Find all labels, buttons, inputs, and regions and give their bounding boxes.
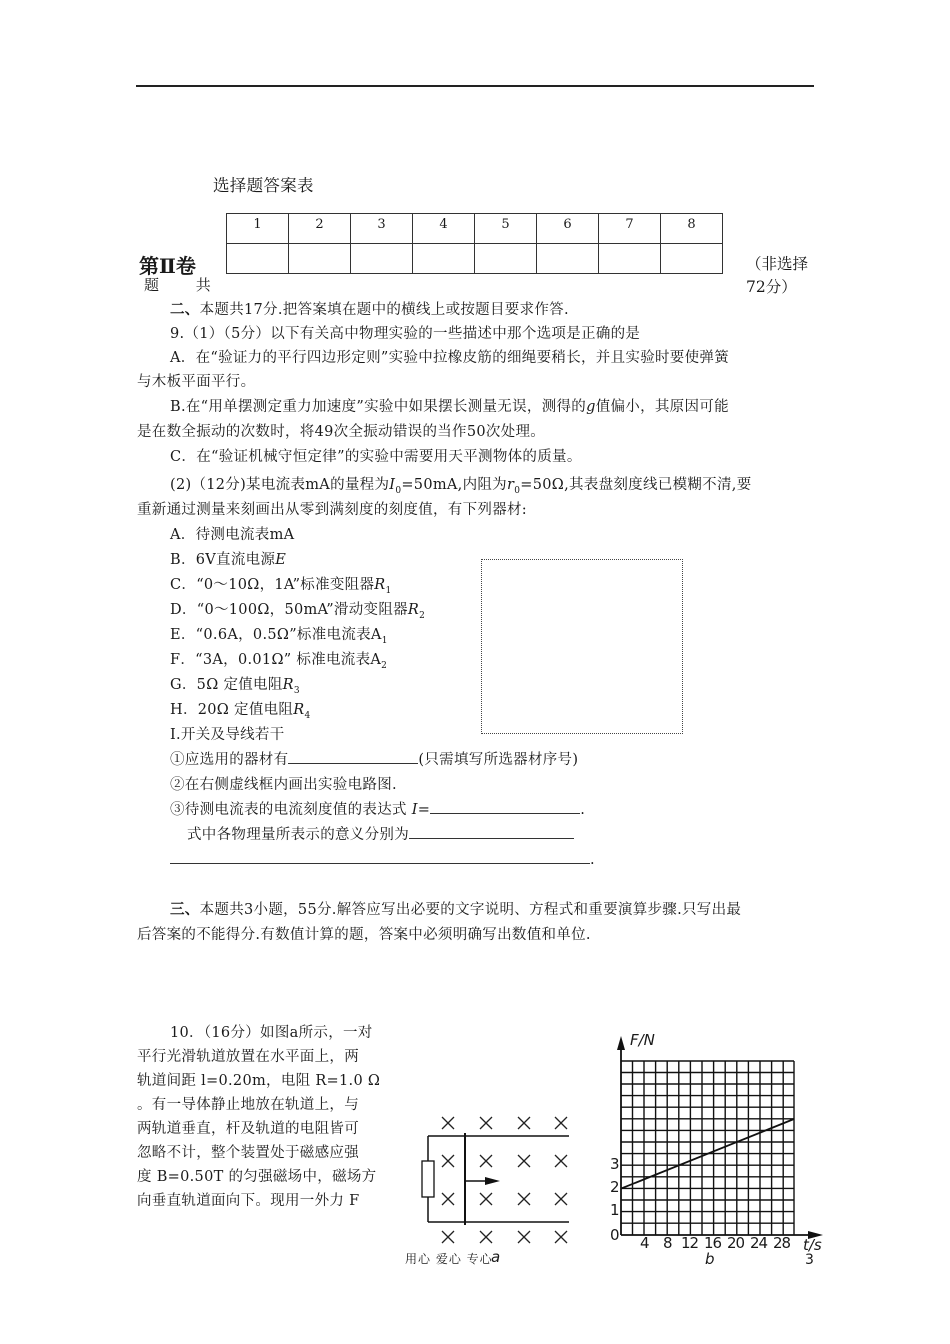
equipment-text: G．5Ω 定值电阻	[170, 677, 283, 693]
q10-line-1: 10．（16分）如图a所示，一对	[170, 1025, 373, 1041]
q9-option-c: C．在“验证机械守恒定律”的实验中需要用天平测物体的质量。	[170, 449, 582, 465]
y-label-text: F/N	[630, 1031, 655, 1049]
equipment-sub: 1	[381, 635, 388, 646]
chart-y-label	[630, 1031, 655, 1049]
answer-col-6: 6	[537, 214, 599, 244]
answer-cell-4[interactable]	[413, 244, 475, 274]
r0-subscript: 0	[514, 485, 521, 496]
g-variable: g	[586, 399, 596, 415]
task1-note: (只需填写所选器材序号)	[418, 752, 579, 768]
q9-option-a-line2: 与木板平面平行。	[137, 374, 256, 390]
section2-heading	[170, 298, 569, 322]
equals-sign: =	[417, 802, 431, 818]
answer-col-3: 3	[351, 214, 413, 244]
y-tick-0: 0	[610, 1226, 620, 1244]
answer-table-answer-row	[227, 244, 723, 274]
meaning-period: .	[590, 852, 595, 868]
volume-note-line1: （非选择	[746, 255, 809, 273]
q9-option-b-text-end: 值偏小，其原因可能	[595, 399, 729, 415]
answer-table-header-row	[227, 214, 723, 244]
x-tick-28: 28	[773, 1234, 791, 1252]
task-2: ②在右侧虚线框内画出实验电路图.	[170, 777, 397, 793]
answer-col-4: 4	[413, 214, 475, 244]
answer-col-1: 1	[227, 214, 289, 244]
y-tick-3: 3	[610, 1155, 620, 1173]
section3-heading-line2: 后答案的不能得分.有数值计算的题，答案中必须明确写出数值和单位.	[137, 927, 591, 943]
answer-cell-1[interactable]	[227, 244, 289, 274]
section2-number: 二、	[170, 301, 200, 318]
resistor-icon	[422, 1161, 434, 1197]
section3-heading-text: 本题共3小题，55分.解答应写出必要的文字说明、方程式和重要演算步骤.只写出最	[199, 902, 742, 918]
q9-option-b-line1	[170, 395, 729, 419]
y-tick-2: 2	[610, 1178, 620, 1196]
x-tick-12: 12	[681, 1234, 699, 1252]
x-tick-20: 20	[727, 1234, 745, 1252]
q9-part1: 9.（1）（5分）以下有关高中物理实验的一些描述中那个选项是正确的是	[170, 326, 641, 342]
equipment-text: H．20Ω 定值电阻	[170, 702, 294, 718]
section3-heading-line1	[170, 898, 741, 922]
q9-option-a-line1: A．在“验证力的平行四边形定则”实验中拉橡皮筋的细绳要稍长，并且实验时要使弹簧	[170, 350, 729, 366]
figure-a-rail-circuit	[400, 1100, 600, 1250]
task-3	[170, 798, 585, 822]
chart-x-label: t/s	[803, 1236, 822, 1254]
y-tick-1: 1	[610, 1201, 620, 1219]
equipment-var: R	[293, 702, 305, 718]
figure-a-label: a	[491, 1248, 501, 1266]
equipment-text: A．待测电流表mA	[170, 527, 295, 543]
equipment-var: R	[282, 677, 294, 693]
chart-stray-label: 3	[805, 1252, 814, 1268]
equipment-item-i	[170, 723, 285, 747]
x-tick-4: 4	[640, 1234, 650, 1252]
x-tick-24: 24	[750, 1234, 768, 1252]
q10-line-2: 平行光滑轨道放置在水平面上，两	[137, 1049, 359, 1065]
meaning-text: 式中各物理量所表示的意义分别为	[187, 827, 409, 843]
figure-b-label: b	[705, 1250, 715, 1268]
q10-line-7: 度 B=0.50T 的匀强磁场中，磁场方	[137, 1169, 377, 1185]
answer-col-2: 2	[289, 214, 351, 244]
q10-line-4: 。有一导体静止地放在轨道上，与	[137, 1097, 359, 1113]
i0-variable: I	[389, 477, 396, 493]
q10-line-3: 轨道间距 l=0.20m，电阻 R=1.0 Ω	[137, 1073, 381, 1089]
equipment-text: F．“3A，0.01Ω” 标准电流表A	[170, 652, 382, 668]
q9-option-b-text: B.在“用单摆测定重力加速度”实验中如果摆长测量无误，测得的	[170, 399, 587, 415]
task-3-meaning	[187, 823, 574, 847]
equipment-item-a	[170, 523, 294, 547]
circuit-drawing-box[interactable]	[481, 559, 683, 734]
answer-cell-5[interactable]	[475, 244, 537, 274]
meaning-answer-blank-2[interactable]	[170, 848, 590, 864]
equipment-sub: 4	[304, 710, 311, 721]
q9-part2-text-b: =50mA,内阻为	[401, 477, 507, 493]
q9-part2-text-c: =50Ω,其表盘刻度线已模糊不清,要	[520, 477, 752, 493]
expression-answer-blank[interactable]	[430, 798, 580, 814]
q10-line-8: 向垂直轨道面向下。现用一外力 F	[137, 1193, 360, 1209]
section3-number: 三、	[170, 901, 200, 918]
i0-subscript: 0	[395, 485, 402, 496]
answer-cell-7[interactable]	[599, 244, 661, 274]
equipment-var: E	[275, 552, 287, 568]
answer-col-5: 5	[475, 214, 537, 244]
answer-col-8: 8	[661, 214, 723, 244]
section2-heading-text: 本题共17分.把答案填在题中的横线上或按题目要求作答.	[199, 302, 569, 318]
x-tick-16: 16	[704, 1234, 722, 1252]
equipment-item-b	[170, 548, 286, 572]
equipment-sub: 2	[381, 660, 388, 671]
volume-note-line2: 72分）	[746, 278, 797, 296]
equipment-text: I.开关及导线若干	[170, 727, 285, 743]
equipment-sub: 2	[419, 610, 426, 621]
task1-text: ①应选用的器材有	[170, 752, 289, 768]
header-rule	[136, 85, 814, 87]
equipment-var: R	[407, 602, 420, 618]
task-1	[170, 748, 578, 772]
force-arrow-icon	[485, 1177, 500, 1185]
r0-variable: r	[506, 477, 515, 493]
task3-text: ③待测电流表的电流刻度值的表达式	[170, 802, 407, 818]
equipment-text: D．“0～100Ω，50mA”滑动变阻器	[170, 602, 408, 618]
answer-table-title: 选择题答案表	[213, 176, 314, 195]
i-variable: I	[411, 802, 418, 818]
equipment-sub: 1	[385, 585, 392, 596]
answer-cell-3[interactable]	[351, 244, 413, 274]
equipment-text: C．“0～10Ω，1A”标准变阻器	[170, 577, 375, 593]
volume-title: 第Ⅱ卷	[139, 254, 196, 278]
q10-line-5: 两轨道垂直，杆及轨道的电阻皆可	[137, 1121, 359, 1137]
volume-subtitle: 题 共	[144, 276, 227, 294]
equipment-answer-blank[interactable]	[288, 748, 418, 764]
answer-table	[226, 213, 723, 274]
meaning-answer-blank-1[interactable]	[409, 823, 574, 839]
answer-cell-6[interactable]	[537, 244, 599, 274]
q10-line-6: 忽略不计，整个装置处于磁感应强	[137, 1145, 359, 1161]
equipment-text: B．6V直流电源	[170, 552, 276, 568]
q9-part2-line2: 重新通过测量来刻画出从零到满刻度的刻度值，有下列器材:	[137, 502, 527, 518]
y-axis-arrow-icon	[617, 1036, 625, 1050]
answer-cell-8[interactable]	[661, 244, 723, 274]
equipment-sub: 3	[293, 685, 300, 696]
equipment-var: R	[374, 577, 386, 593]
task3-period: .	[580, 802, 586, 818]
answer-col-7: 7	[599, 214, 661, 244]
q9-option-b-line2: 是在数全振动的次数时，将49次全振动错误的当作50次处理。	[137, 424, 546, 440]
task-3-meaning-line2	[170, 848, 595, 872]
chart-grid	[621, 1061, 794, 1235]
answer-cell-2[interactable]	[289, 244, 351, 274]
x-tick-8: 8	[663, 1234, 673, 1252]
q9-part2-text-a: (2)（12分)某电流表mA的量程为	[170, 477, 390, 493]
equipment-text: E．“0.6A，0.5Ω”标准电流表A	[170, 627, 382, 643]
footer-motto: 用心 爱心 专心	[405, 1252, 493, 1266]
